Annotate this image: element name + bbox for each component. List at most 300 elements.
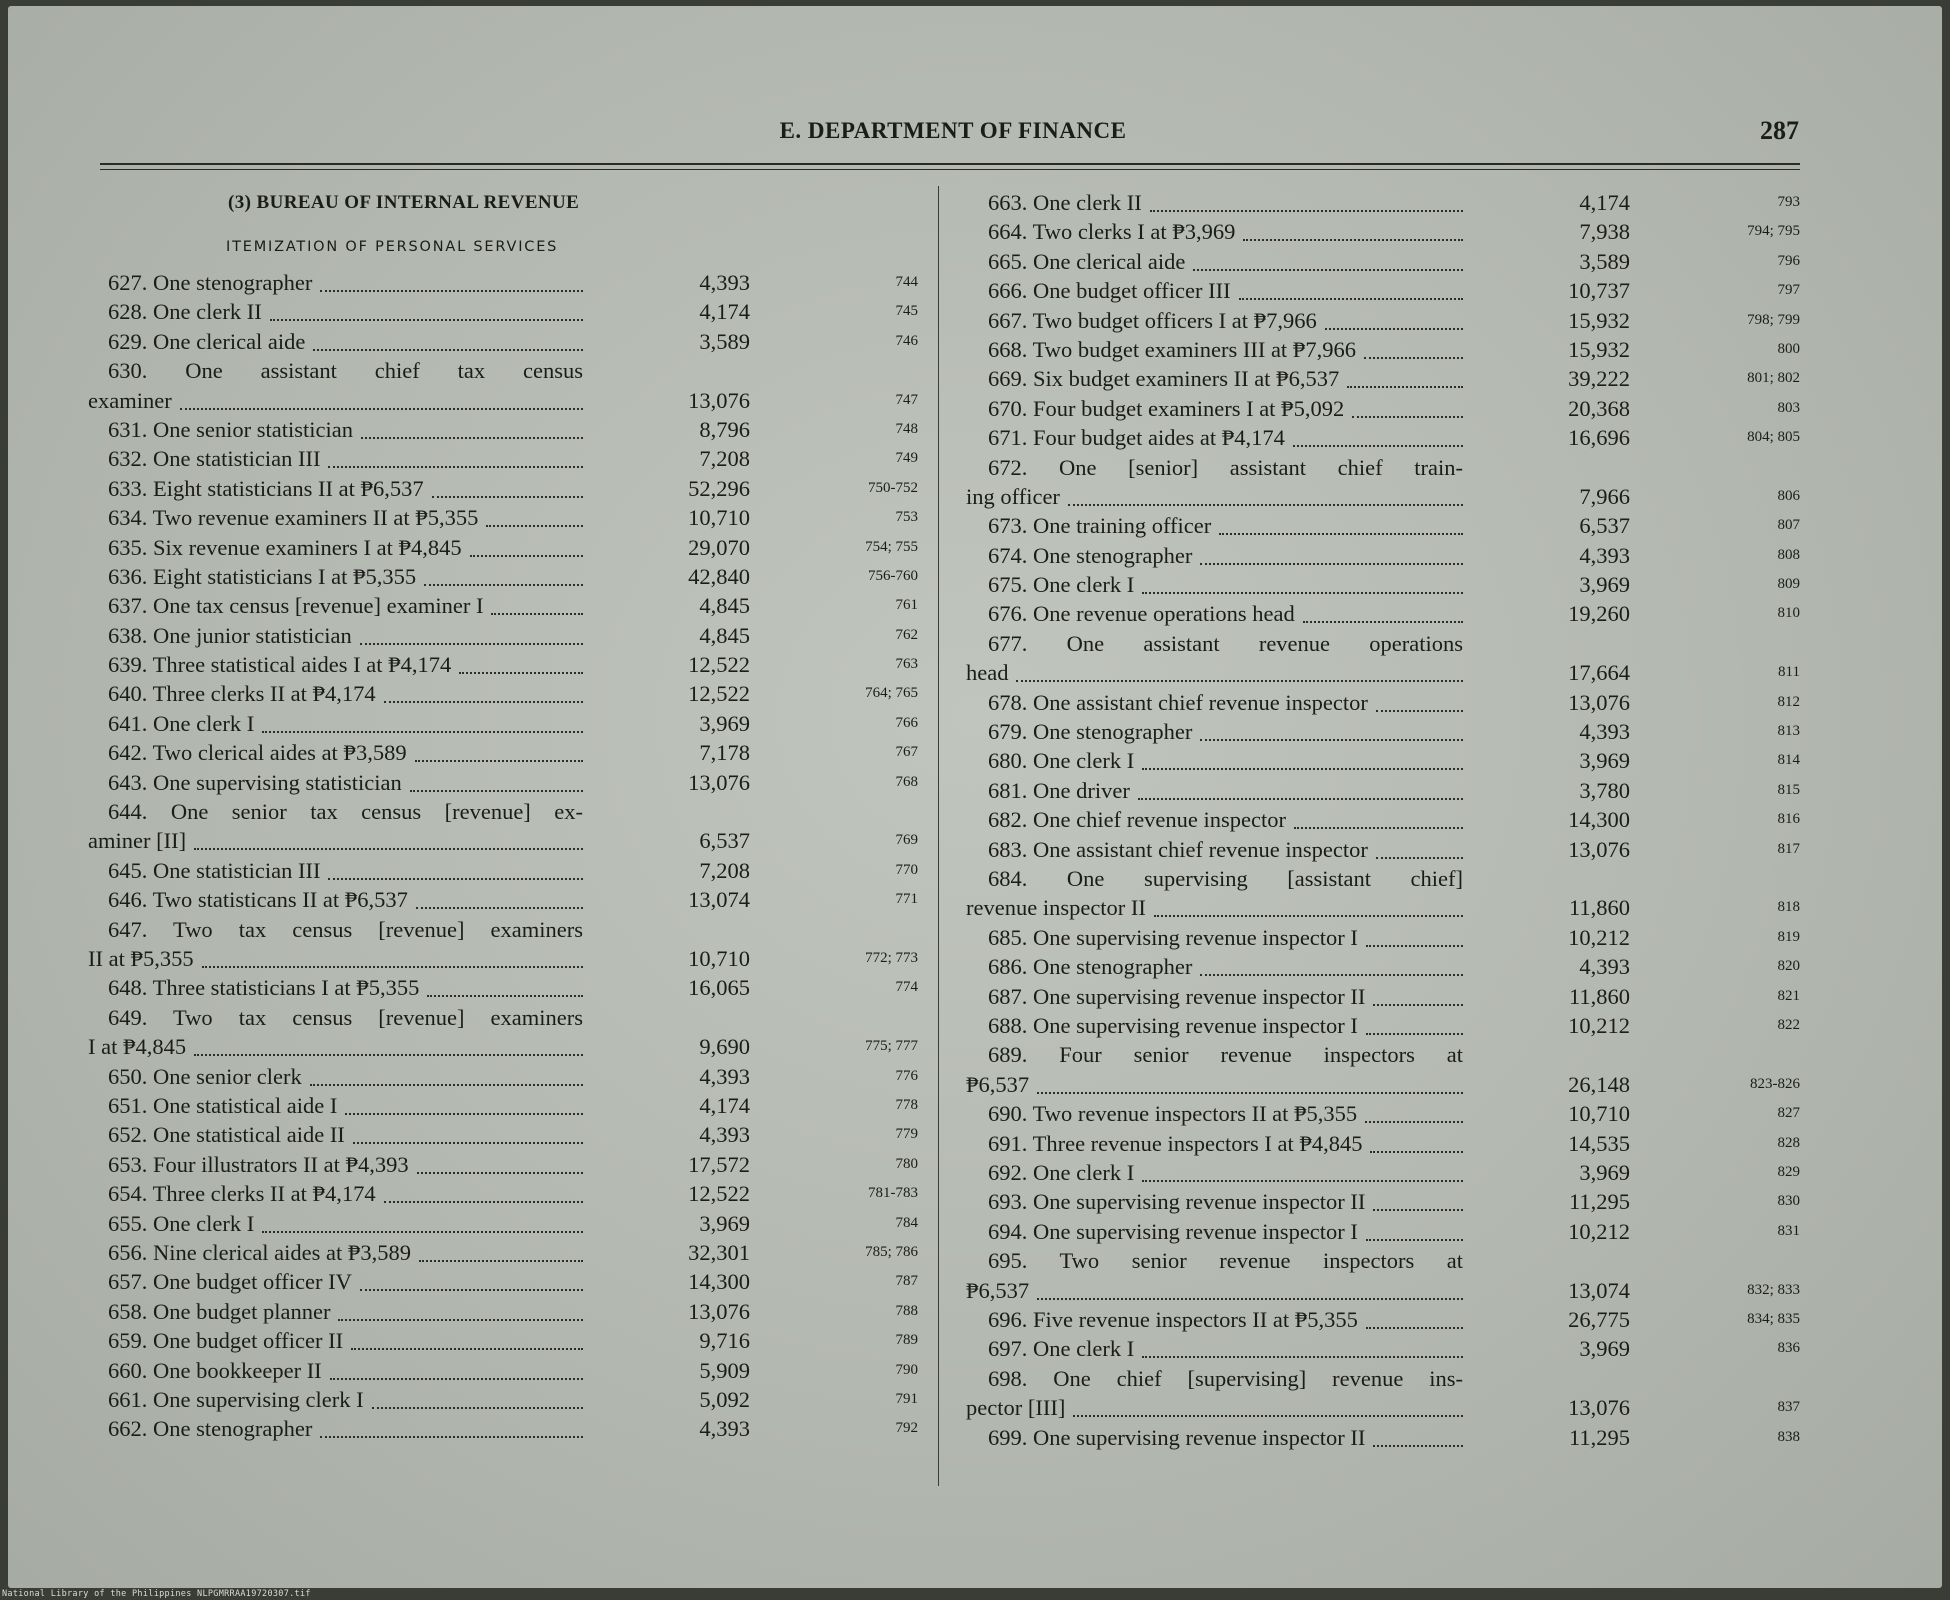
item-description: 630. One assistant chief tax census	[108, 358, 583, 384]
item-amount: 3,969	[1579, 748, 1630, 774]
item-reference: 836	[1777, 1340, 1800, 1357]
dot-leaders	[1370, 1151, 1463, 1153]
item-description: 695. Two senior revenue inspectors at	[988, 1248, 1463, 1274]
item-reference: 812	[1777, 693, 1800, 710]
dot-leaders	[1373, 1004, 1463, 1006]
dot-leaders	[1037, 1298, 1463, 1300]
dot-leaders	[417, 1172, 583, 1174]
item-reference: 838	[1777, 1428, 1800, 1445]
item-description: 659. One budget officer II	[108, 1328, 344, 1354]
item-description: 687. One supervising revenue inspector II	[988, 983, 1366, 1009]
item-description: 667. Two budget officers I at ₱7,966	[988, 307, 1317, 333]
item-reference: 829	[1777, 1163, 1800, 1180]
dot-leaders	[1154, 915, 1463, 917]
item-reference: 820	[1777, 958, 1800, 975]
item-description: 647. Two tax census [revenue] examiners	[108, 916, 583, 942]
item-amount: 10,710	[688, 505, 750, 531]
item-reference: 809	[1777, 576, 1800, 593]
item-reference: 814	[1777, 752, 1800, 769]
dot-leaders	[310, 1084, 583, 1086]
dot-leaders	[320, 290, 583, 292]
dot-leaders	[1138, 798, 1463, 800]
dot-leaders	[491, 613, 583, 615]
item-amount: 29,070	[688, 534, 750, 560]
item-amount: 16,696	[1568, 425, 1630, 451]
item-description: 698. One chief [supervising] revenue ins-	[988, 1365, 1463, 1391]
item-amount: 13,076	[688, 769, 750, 795]
item-amount: 7,938	[1579, 219, 1630, 245]
item-amount: 11,860	[1568, 983, 1630, 1009]
dot-leaders	[1365, 1121, 1463, 1123]
dot-leaders	[262, 731, 583, 733]
item-amount: 4,393	[699, 270, 750, 295]
item-description: 638. One junior statistician	[108, 622, 352, 648]
item-description: 689. Four senior revenue inspectors at	[988, 1042, 1463, 1068]
item-amount: 7,966	[1579, 483, 1630, 509]
item-description: 628. One clerk II	[108, 299, 262, 325]
item-amount: 4,393	[699, 1122, 750, 1148]
item-amount: 3,969	[699, 1210, 750, 1236]
item-amount: 14,300	[688, 1269, 750, 1295]
item-amount: 32,301	[688, 1239, 750, 1265]
item-amount: 19,260	[1568, 601, 1630, 627]
item-reference: 768	[895, 773, 918, 790]
item-amount: 13,076	[1568, 1395, 1630, 1421]
item-reference: 763	[895, 656, 918, 673]
dot-leaders	[1376, 710, 1463, 712]
item-description: 688. One supervising revenue inspector I	[988, 1012, 1358, 1038]
item-reference: 827	[1777, 1105, 1800, 1122]
dot-leaders	[361, 437, 583, 439]
item-reference: 808	[1777, 546, 1800, 563]
item-amount: 4,174	[699, 299, 750, 325]
item-amount: 14,535	[1568, 1130, 1630, 1156]
item-reference: 822	[1777, 1016, 1800, 1033]
item-amount: 13,076	[688, 1298, 750, 1324]
item-reference: 801; 802	[1747, 370, 1800, 387]
document-page	[8, 6, 1942, 1588]
item-amount: 3,969	[1579, 1159, 1630, 1185]
dot-leaders	[1366, 1327, 1463, 1329]
dot-leaders	[328, 466, 583, 468]
dot-leaders	[1239, 298, 1463, 300]
item-reference: 779	[895, 1126, 918, 1143]
item-amount: 10,710	[1568, 1101, 1630, 1127]
item-description: 675. One clerk I	[988, 572, 1135, 598]
dot-leaders	[320, 1436, 583, 1438]
item-reference: 766	[895, 714, 918, 731]
header-rule-thin	[100, 169, 1800, 170]
dot-leaders	[416, 907, 583, 909]
item-reference: 787	[895, 1273, 918, 1290]
item-reference: 798; 799	[1747, 311, 1800, 328]
dot-leaders	[1364, 357, 1463, 359]
item-description: 681. One driver	[988, 777, 1130, 803]
item-amount: 7,208	[699, 857, 750, 883]
dot-leaders	[410, 790, 583, 792]
item-amount: 12,522	[688, 652, 750, 678]
item-reference: 797	[1777, 282, 1800, 299]
item-amount: 4,393	[1579, 719, 1630, 745]
dot-leaders	[1200, 563, 1463, 565]
item-amount: 17,664	[1568, 660, 1630, 686]
item-reference: 821	[1777, 987, 1800, 1004]
item-reference: 806	[1777, 487, 1800, 504]
item-description: 669. Six budget examiners II at ₱6,537	[988, 366, 1340, 392]
item-amount: 42,840	[688, 563, 750, 589]
item-amount: 3,969	[1579, 1336, 1630, 1362]
dot-leaders	[1303, 621, 1463, 623]
item-description: 670. Four budget examiners I at ₱5,092	[988, 395, 1345, 421]
item-amount: 11,295	[1568, 1424, 1630, 1450]
item-reference: 789	[895, 1332, 918, 1349]
dot-leaders	[1142, 1180, 1463, 1182]
item-description: 683. One assistant chief revenue inspector	[988, 836, 1368, 862]
item-reference: 800	[1777, 340, 1800, 357]
item-description: 632. One statistician III	[108, 446, 321, 472]
item-amount: 3,589	[699, 328, 750, 354]
item-reference: 749	[895, 450, 918, 467]
item-reference: 828	[1777, 1134, 1800, 1151]
header-rule	[100, 163, 1800, 165]
item-description: 697. One clerk I	[988, 1336, 1135, 1362]
item-amount: 10,212	[1568, 1012, 1630, 1038]
item-reference: 832; 833	[1747, 1281, 1800, 1298]
item-amount: 52,296	[688, 475, 750, 501]
item-description: 652. One statistical aide II	[108, 1122, 345, 1148]
item-description: ₱6,537	[966, 1277, 1030, 1303]
dot-leaders	[360, 643, 583, 645]
item-description: 646. Two statisticans II at ₱6,537	[108, 887, 408, 913]
dot-leaders	[1325, 328, 1463, 330]
dot-leaders	[424, 584, 583, 586]
dot-leaders	[180, 408, 583, 410]
item-description: 691. Three revenue inspectors I at ₱4,845	[988, 1130, 1363, 1156]
item-amount: 9,716	[699, 1328, 750, 1354]
item-description: 654. Three clerks II at ₱4,174	[108, 1181, 376, 1207]
item-amount: 4,393	[1579, 542, 1630, 568]
dot-leaders	[1366, 945, 1463, 947]
item-description: revenue inspector II	[966, 895, 1146, 921]
item-amount: 15,932	[1568, 307, 1630, 333]
item-amount: 4,845	[699, 593, 750, 619]
item-reference: 793	[1777, 194, 1800, 210]
dot-leaders	[262, 1231, 583, 1233]
item-reference: 744	[895, 274, 918, 290]
item-reference: 784	[895, 1214, 918, 1231]
item-amount: 16,065	[688, 975, 750, 1001]
dot-leaders	[486, 525, 583, 527]
item-reference: 754; 755	[865, 538, 918, 555]
item-description: II at ₱5,355	[88, 946, 194, 972]
item-description: 672. One [senior] assistant chief train-	[988, 454, 1463, 480]
item-description: 685. One supervising revenue inspector I	[988, 924, 1358, 950]
dot-leaders	[330, 1378, 583, 1380]
dot-leaders	[1373, 1209, 1463, 1211]
item-description: 674. One stenographer	[988, 542, 1193, 568]
item-reference: 803	[1777, 399, 1800, 416]
item-description: 650. One senior clerk	[108, 1063, 302, 1089]
dot-leaders	[194, 848, 583, 850]
item-amount: 4,845	[699, 622, 750, 648]
item-description: 696. Five revenue inspectors II at ₱5,355	[988, 1306, 1358, 1332]
item-reference: 776	[895, 1067, 918, 1084]
item-reference: 818	[1777, 899, 1800, 916]
item-amount: 3,969	[1579, 572, 1630, 598]
item-reference: 775; 777	[865, 1038, 918, 1055]
item-reference: 811	[1778, 664, 1800, 681]
item-amount: 13,076	[1568, 836, 1630, 862]
item-description: 694. One supervising revenue inspector I	[988, 1218, 1358, 1244]
item-description: 666. One budget officer III	[988, 278, 1231, 304]
item-description: ing officer	[966, 483, 1060, 509]
dot-leaders	[432, 496, 583, 498]
dot-leaders	[194, 1054, 583, 1056]
item-amount: 5,092	[699, 1386, 750, 1412]
item-reference: 816	[1777, 811, 1800, 828]
item-amount: 13,074	[1568, 1277, 1630, 1303]
item-reference: 761	[895, 597, 918, 614]
section-subtitle: ITEMIZATION OF PERSONAL SERVICES	[226, 239, 559, 255]
item-reference: 810	[1777, 605, 1800, 622]
dot-leaders	[1068, 504, 1463, 506]
dot-leaders	[1294, 827, 1463, 829]
item-amount: 12,522	[688, 681, 750, 707]
item-description: 649. Two tax census [revenue] examiners	[108, 1004, 583, 1030]
item-description: 651. One statistical aide I	[108, 1093, 338, 1118]
item-description: 678. One assistant chief revenue inspector	[988, 689, 1368, 715]
item-reference: 819	[1777, 928, 1800, 945]
item-amount: 14,300	[1568, 807, 1630, 833]
item-description: 658. One budget planner	[108, 1298, 331, 1324]
item-description: 648. Three statisticians I at ₱5,355	[108, 975, 420, 1001]
item-description: 668. Two budget examiners III at ₱7,966	[988, 336, 1356, 362]
item-description: 637. One tax census [revenue] examiner I	[108, 593, 484, 619]
dot-leaders	[338, 1319, 583, 1321]
item-description: 690. Two revenue inspectors II at ₱5,355	[988, 1101, 1358, 1127]
item-reference: 788	[895, 1302, 918, 1319]
item-reference: 792	[895, 1420, 918, 1437]
dot-leaders	[1142, 1356, 1463, 1358]
item-reference: 747	[895, 391, 918, 408]
item-amount: 4,393	[1579, 954, 1630, 980]
dot-leaders	[1016, 680, 1463, 682]
item-amount: 15,932	[1568, 336, 1630, 362]
item-reference: 796	[1777, 252, 1800, 269]
item-amount: 10,212	[1568, 1218, 1630, 1244]
dot-leaders	[1193, 269, 1463, 271]
dot-leaders	[1347, 386, 1463, 388]
item-description: 633. Eight statisticians II at ₱6,537	[108, 475, 424, 501]
item-description: 645. One statistician III	[108, 857, 321, 883]
item-description: 629. One clerical aide	[108, 328, 306, 354]
item-amount: 17,572	[688, 1151, 750, 1177]
item-amount: 26,148	[1568, 1071, 1630, 1097]
item-reference: 831	[1777, 1222, 1800, 1239]
item-description: 641. One clerk I	[108, 710, 255, 736]
dot-leaders	[459, 672, 583, 674]
item-reference: 830	[1777, 1193, 1800, 1210]
dot-leaders	[470, 555, 583, 557]
item-description: 631. One senior statistician	[108, 416, 353, 442]
dot-leaders	[360, 1289, 583, 1291]
item-description: 656. Nine clerical aides at ₱3,589	[108, 1239, 412, 1265]
item-amount: 10,737	[1568, 278, 1630, 304]
item-description: 661. One supervising clerk I	[108, 1386, 364, 1412]
item-description: 640. Three clerks II at ₱4,174	[108, 681, 376, 707]
dot-leaders	[1150, 210, 1463, 212]
item-reference: 750-752	[868, 479, 918, 496]
page-number: 287	[1760, 116, 1799, 145]
item-reference: 778	[895, 1097, 918, 1113]
item-reference: 753	[895, 509, 918, 526]
item-description: 686. One stenographer	[988, 954, 1193, 980]
item-description: 644. One senior tax census [revenue] ex-	[108, 799, 583, 825]
item-reference: 771	[895, 891, 918, 908]
item-amount: 4,393	[699, 1063, 750, 1089]
dot-leaders	[419, 1260, 583, 1262]
item-reference: 791	[895, 1390, 918, 1407]
dot-leaders	[1366, 1239, 1463, 1241]
dot-leaders	[1366, 1033, 1463, 1035]
item-amount: 13,076	[688, 387, 750, 413]
item-amount: 13,074	[688, 887, 750, 913]
item-amount: 3,589	[1579, 248, 1630, 274]
item-reference: 762	[895, 626, 918, 643]
section-title: (3) BUREAU OF INTERNAL REVENUE	[228, 192, 580, 213]
item-reference: 794; 795	[1747, 223, 1800, 240]
item-description: 692. One clerk I	[988, 1159, 1135, 1185]
item-reference: 769	[895, 832, 918, 849]
item-description: head	[966, 660, 1009, 686]
item-reference: 823-826	[1750, 1075, 1800, 1092]
item-description: 682. One chief revenue inspector	[988, 807, 1287, 833]
item-amount: 9,690	[699, 1034, 750, 1060]
item-description: 684. One supervising [assistant chief]	[988, 866, 1463, 892]
item-reference: 813	[1777, 723, 1800, 740]
item-description: 627. One stenographer	[108, 270, 313, 295]
dot-leaders	[345, 1113, 583, 1115]
item-description: 673. One training officer	[988, 513, 1212, 539]
scan-footer: National Library of the Philippines NLPGMRRAA19720307.tif	[2, 1589, 311, 1599]
dot-leaders	[1142, 768, 1463, 770]
dot-leaders	[1219, 533, 1463, 535]
item-reference: 804; 805	[1747, 429, 1800, 446]
item-reference: 815	[1777, 781, 1800, 798]
item-reference: 781-783	[868, 1185, 918, 1202]
dot-leaders	[1293, 445, 1463, 447]
item-description: 655. One clerk I	[108, 1210, 255, 1236]
item-description: 657. One budget officer IV	[108, 1269, 352, 1295]
item-amount: 12,522	[688, 1181, 750, 1207]
dot-leaders	[1352, 416, 1463, 418]
item-reference: 785; 786	[865, 1243, 918, 1260]
item-amount: 11,295	[1568, 1189, 1630, 1215]
item-description: ₱6,537	[966, 1071, 1030, 1097]
item-description: 634. Two revenue examiners II at ₱5,355	[108, 505, 479, 531]
item-reference: 817	[1777, 840, 1800, 857]
item-amount: 3,969	[699, 710, 750, 736]
item-amount: 6,537	[699, 828, 750, 854]
item-amount: 3,780	[1579, 777, 1630, 803]
item-description: examiner	[88, 387, 172, 413]
item-description: 664. Two clerks I at ₱3,969	[988, 219, 1236, 245]
item-description: 643. One supervising statistician	[108, 769, 402, 795]
item-reference: 790	[895, 1361, 918, 1378]
item-description: 693. One supervising revenue inspector II	[988, 1189, 1366, 1215]
item-description: aminer [II]	[88, 828, 187, 854]
dot-leaders	[1200, 739, 1463, 741]
item-description: 699. One supervising revenue inspector II	[988, 1424, 1366, 1450]
item-reference: 834; 835	[1747, 1310, 1800, 1327]
item-amount: 7,178	[699, 740, 750, 766]
item-description: 676. One revenue operations head	[988, 601, 1295, 627]
item-reference: 780	[895, 1155, 918, 1172]
item-reference: 770	[895, 861, 918, 878]
item-amount: 13,076	[1568, 689, 1630, 715]
dot-leaders	[202, 966, 583, 968]
item-amount: 10,212	[1568, 924, 1630, 950]
dot-leaders	[415, 760, 583, 762]
item-description: 635. Six revenue examiners I at ₱4,845	[108, 534, 462, 560]
item-description: 642. Two clerical aides at ₱3,589	[108, 740, 407, 766]
item-description: 636. Eight statisticians I at ₱5,355	[108, 563, 417, 589]
item-amount: 5,909	[699, 1357, 750, 1383]
item-description: 660. One bookkeeper II	[108, 1357, 322, 1383]
dot-leaders	[384, 1201, 583, 1203]
dot-leaders	[1376, 857, 1463, 859]
item-reference: 767	[895, 744, 918, 761]
item-description: I at ₱4,845	[88, 1034, 187, 1060]
item-description: 665. One clerical aide	[988, 248, 1186, 274]
item-reference: 764; 765	[865, 685, 918, 702]
dot-leaders	[328, 878, 583, 880]
item-description: 679. One stenographer	[988, 719, 1193, 745]
item-description: 677. One assistant revenue operations	[988, 630, 1463, 656]
dot-leaders	[1142, 592, 1463, 594]
item-reference: 746	[895, 332, 918, 349]
item-description: 671. Four budget aides at ₱4,174	[988, 425, 1285, 451]
running-title: E. DEPARTMENT OF FINANCE	[779, 118, 1127, 143]
item-reference: 807	[1777, 517, 1800, 534]
item-amount: 20,368	[1568, 395, 1630, 421]
dot-leaders	[1373, 1445, 1463, 1447]
dot-leaders	[427, 995, 583, 997]
dot-leaders	[384, 701, 583, 703]
item-reference: 772; 773	[865, 950, 918, 967]
item-amount: 10,710	[688, 946, 750, 972]
dot-leaders	[313, 349, 583, 351]
item-amount: 26,775	[1568, 1306, 1630, 1332]
item-amount: 39,222	[1568, 366, 1630, 392]
item-amount: 4,174	[699, 1093, 750, 1118]
item-reference: 748	[895, 420, 918, 437]
item-description: 639. Three statistical aides I at ₱4,174	[108, 652, 452, 678]
dot-leaders	[1073, 1415, 1463, 1417]
dot-leaders	[270, 319, 583, 321]
dot-leaders	[351, 1348, 583, 1350]
item-amount: 11,860	[1568, 895, 1630, 921]
dot-leaders	[372, 1407, 583, 1409]
column-divider	[938, 186, 939, 1486]
dot-leaders	[1200, 974, 1463, 976]
item-reference: 745	[895, 303, 918, 320]
item-description: pector [III]	[966, 1395, 1066, 1421]
item-reference: 756-760	[868, 567, 918, 584]
item-amount: 4,393	[699, 1416, 750, 1442]
item-reference: 837	[1777, 1399, 1800, 1416]
item-reference: 774	[895, 979, 918, 996]
